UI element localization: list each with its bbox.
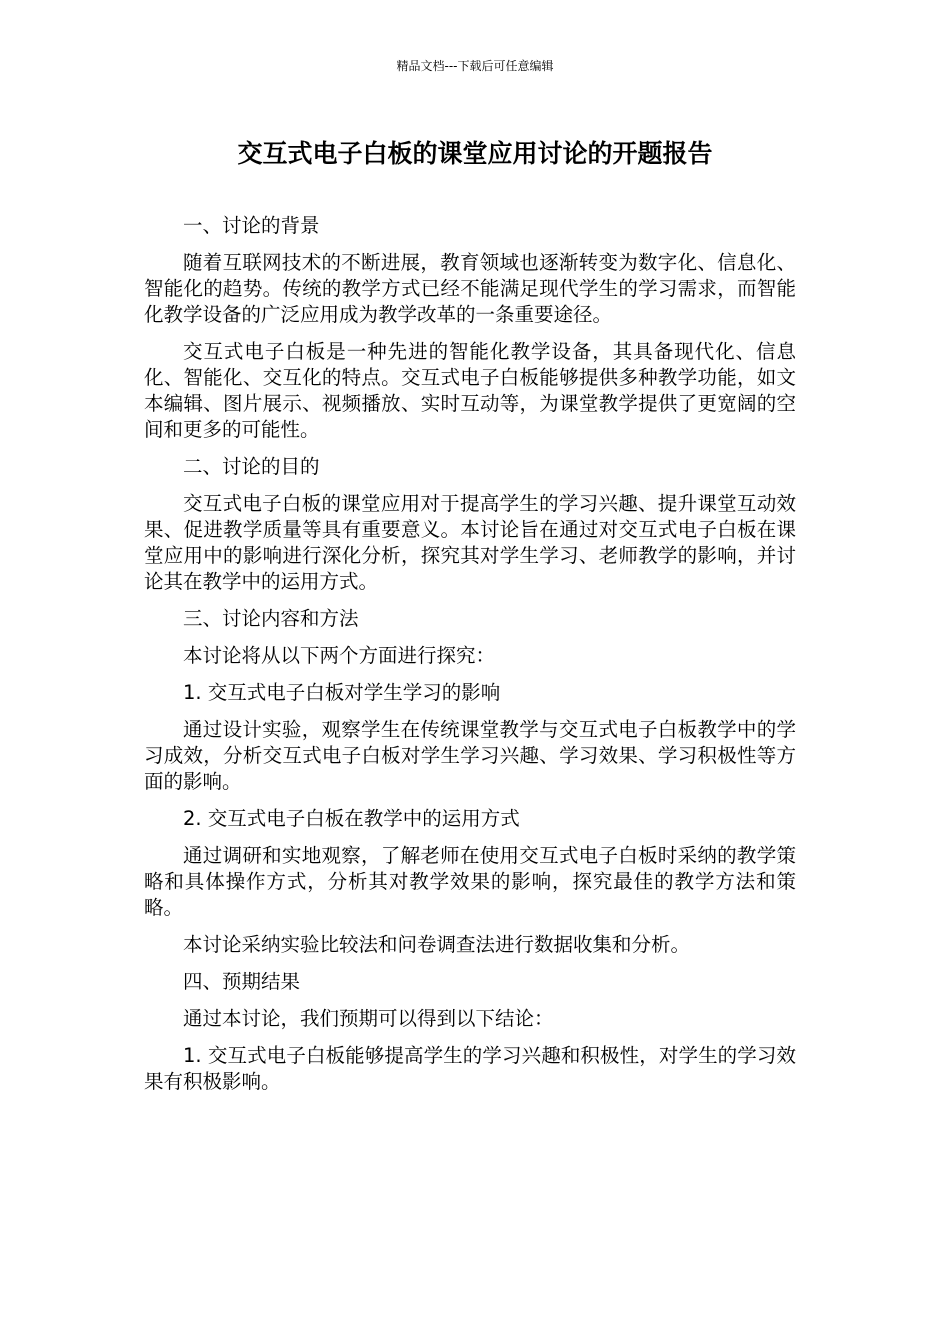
list-item: 1. 交互式电子白板能够提高学生的学习兴趣和积极性，对学生的学习效果有积极影响。	[144, 1044, 796, 1093]
section-heading-purpose: 二、讨论的目的	[183, 455, 320, 478]
document-body	[144, 213, 796, 1106]
paragraph: 随着互联网技术的不断进展，教育领域也逐渐转变为数字化、信息化、智能化的趋势。传统的教学方式已经不能满足现代学生的学习需求，而智能化教学设备的广泛应用成为教学改革的一条重要途径。	[144, 251, 796, 326]
paragraph: 交互式电子白板的课堂应用对于提高学生的学习兴趣、提升课堂互动效果、促进教学质量等具有重要意义。本讨论旨在通过对交互式电子白板在课堂应用中的影响进行深化分析，探究其对学生学习、老师教学的影响，并讨论其在教学中的运用方式。	[144, 492, 796, 593]
paragraph: 交互式电子白板是一种先进的智能化教学设备，其具备现代化、信息化、智能化、交互化的特点。交互式电子白板能够提供多种教学功能，如文本编辑、图片展示、视频播放、实时互动等，为课堂教学提供了更宽阔的空间和更多的可能性。	[144, 340, 796, 441]
paragraph: 通过本讨论，我们预期可以得到以下结论：	[183, 1007, 554, 1030]
section-heading-background: 一、讨论的背景	[183, 214, 320, 237]
section-heading-content-method: 三、讨论内容和方法	[183, 607, 359, 630]
paragraph: 通过调研和实地观察，了解老师在使用交互式电子白板时采纳的教学策略和具体操作方式，分析其对教学效果的影响，探究最佳的教学方法和策略。	[144, 844, 796, 919]
section-heading-expected-results: 四、预期结果	[183, 970, 301, 993]
document-title: 交互式电子白板的课堂应用讨论的开题报告	[237, 139, 713, 168]
list-item-heading: 2. 交互式电子白板在教学中的运用方式	[183, 807, 520, 830]
paragraph: 本讨论将从以下两个方面进行探究：	[183, 644, 496, 667]
paragraph: 通过设计实验，观察学生在传统课堂教学与交互式电子白板教学中的学习成效，分析交互式电子白板对学生学习兴趣、学习效果、学习积极性等方面的影响。	[144, 718, 796, 793]
list-item-heading: 1. 交互式电子白板对学生学习的影响	[183, 681, 501, 704]
page-header: 精品文档---下载后可任意编辑	[396, 59, 554, 73]
paragraph: 本讨论采纳实验比较法和问卷调查法进行数据收集和分析。	[183, 933, 691, 956]
